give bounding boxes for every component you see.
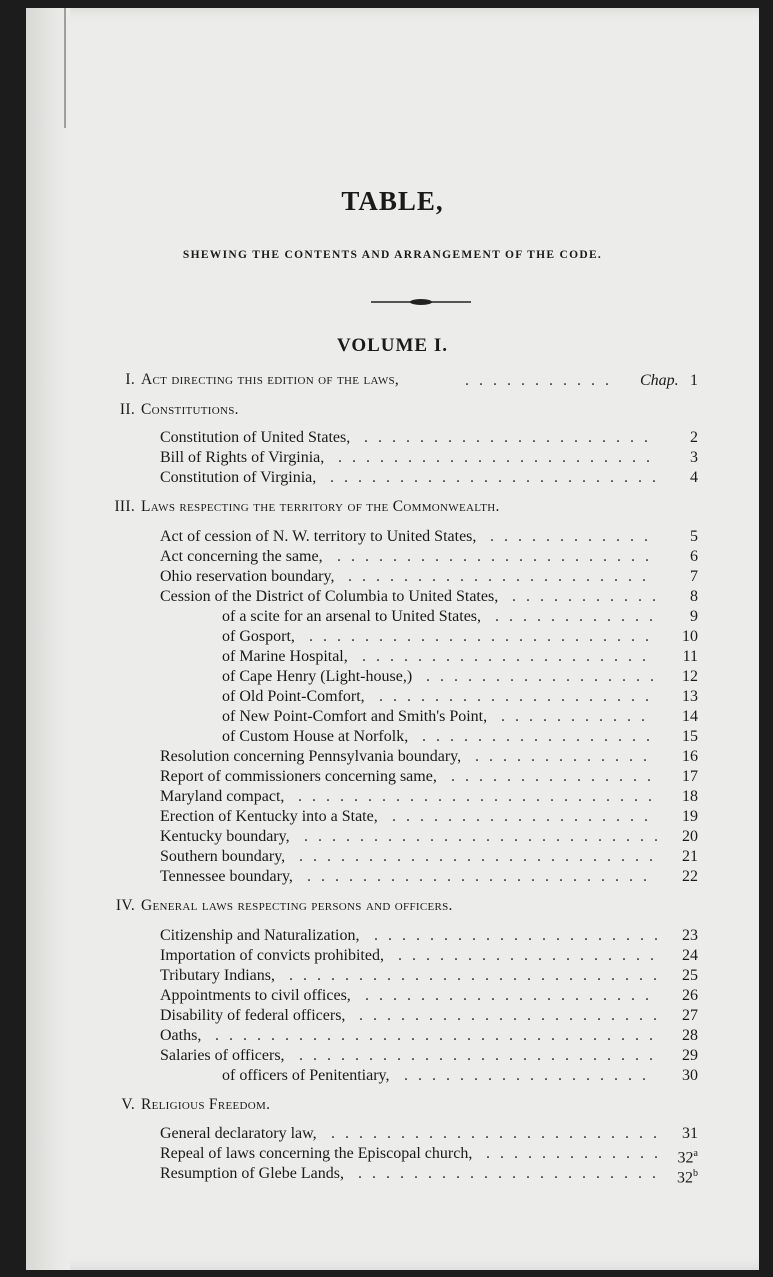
entry-title: Repeal of laws concerning the Episcopal church, — [160, 1145, 473, 1162]
leader-dots: ........... — [501, 708, 655, 725]
leader-dots: ..................... — [365, 987, 659, 1004]
page-number-value: 31 — [682, 1125, 698, 1142]
leader-dots: ................. — [422, 728, 660, 745]
page-number-value: 23 — [682, 927, 698, 944]
page-title: TABLE, — [341, 186, 444, 216]
entry-title: Act concerning the same, — [160, 548, 323, 565]
entry-title: Importation of convicts prohibited, — [160, 947, 384, 964]
leader-dots: ............. — [486, 1145, 668, 1162]
section-number: III. — [114, 498, 135, 515]
leader-dots: .................. — [404, 1067, 656, 1084]
entry-title: Report of commissioners concerning same, — [160, 768, 437, 785]
section-title: Religious Freedom. — [141, 1096, 271, 1113]
leader-dots: ......................... — [307, 868, 657, 885]
page-number-value: 3 — [690, 449, 698, 466]
contents-list — [26, 8, 759, 1270]
leader-dots: ....................... — [338, 449, 660, 466]
page-number-value: 14 — [682, 708, 698, 725]
entry-title: Citizenship and Naturalization, — [160, 927, 360, 944]
section-heading — [95, 897, 453, 915]
leader-dots: ....................... — [337, 548, 659, 565]
entry-title: of officers of Penitentiary, — [222, 1067, 390, 1084]
leader-dots: ........................ — [331, 1125, 667, 1142]
entry-title: Constitution of United States, — [160, 429, 351, 446]
section-heading — [95, 401, 239, 419]
entry-title: of Cape Henry (Light-house,) — [222, 668, 413, 685]
leader-dots: ..................... — [374, 927, 668, 944]
page-number-value: 11 — [682, 648, 698, 665]
section-number: I. — [125, 371, 135, 388]
page-number-value: 29 — [682, 1047, 698, 1064]
entry-title: Act of cession of N. W. territory to United States, — [160, 528, 477, 545]
section-title: Act directing this edition of the laws, — [141, 371, 400, 388]
entry-title: of Old Point-Comfort, — [222, 688, 365, 705]
page-number-value: 24 — [682, 947, 698, 964]
leader-dots: .......................... — [298, 788, 662, 805]
leader-dots: ............ — [490, 528, 658, 545]
entry-title: Southern boundary, — [160, 848, 286, 865]
entry-title: Appointments to civil offices, — [160, 987, 351, 1004]
section-heading — [95, 498, 500, 516]
entry-title: Cession of the District of Columbia to United States, — [160, 588, 499, 605]
entry-title: Oaths, — [160, 1027, 202, 1044]
leader-dots: .................... — [379, 688, 659, 705]
section-number: V. — [121, 1096, 135, 1113]
page-number-value: 9 — [690, 608, 698, 625]
page-number-value: 2 — [690, 429, 698, 446]
section-number: IV. — [115, 897, 135, 914]
leader-dots: ........... — [512, 588, 666, 605]
leader-dots: ...................... — [348, 568, 656, 585]
leader-dots: .......................... — [304, 828, 668, 845]
leader-dots: .......................... — [299, 848, 663, 865]
entry-title: Kentucky boundary, — [160, 828, 290, 845]
entry-title: Constitution of Virginia, — [160, 469, 317, 486]
entry-title: Erection of Kentucky into a State, — [160, 808, 378, 825]
leader-dots: ................................ — [215, 1027, 663, 1044]
entry-title: Salaries of officers, — [160, 1047, 285, 1064]
entry-title: of a scite for an arsenal to United States, — [222, 608, 482, 625]
page-number-value: 18 — [682, 788, 698, 805]
page-number-value: 25 — [682, 967, 698, 984]
leader-dots: ........... — [465, 372, 619, 389]
entry-title: Disability of federal officers, — [160, 1007, 346, 1024]
page-number-value: 8 — [690, 588, 698, 605]
entry-title: Maryland compact, — [160, 788, 285, 805]
entry-title: Bill of Rights of Virginia, — [160, 449, 325, 466]
entry-title: Ohio reservation boundary, — [160, 568, 335, 585]
leader-dots: ................. — [426, 668, 664, 685]
page-number-suffix: a — [693, 1148, 698, 1159]
leader-dots: .......................... — [299, 1047, 663, 1064]
entry-title: Tributary Indians, — [160, 967, 275, 984]
page-number-value: 27 — [682, 1007, 698, 1024]
section-title: Constitutions. — [141, 401, 239, 418]
leader-dots: ..................... — [362, 648, 656, 665]
leader-dots: ................... — [392, 808, 658, 825]
page-number-value: 6 — [690, 548, 698, 565]
page-number-value: 19 — [682, 808, 698, 825]
page-number-value: 16 — [682, 748, 698, 765]
section-title: Laws respecting the territory of the Commonwealth. — [141, 498, 500, 515]
page-number-value: 28 — [682, 1027, 698, 1044]
leader-dots: ............. — [475, 748, 657, 765]
leader-dots: ................... — [398, 947, 664, 964]
page-number-value: 32 — [677, 1149, 694, 1167]
page-number: 1 — [690, 372, 698, 389]
page-number-value: 4 — [690, 469, 698, 486]
page-subtitle: SHEWING THE CONTENTS AND ARRANGEMENT OF THE CODE. — [182, 249, 603, 261]
volume-heading: VOLUME I. — [336, 335, 448, 356]
page-number-value: 7 — [690, 568, 698, 585]
entry-title: Resolution concerning Pennsylvania boundary, — [160, 748, 462, 765]
leader-dots: ............ — [495, 608, 663, 625]
section-heading — [95, 371, 399, 389]
leader-dots: ........................... — [289, 967, 667, 984]
page-number-value: 17 — [682, 768, 698, 785]
page-number-value: 26 — [682, 987, 698, 1004]
page-number-value: 13 — [682, 688, 698, 705]
page-number-value: 21 — [682, 848, 698, 865]
entry-title: of New Point-Comfort and Smith's Point, — [222, 708, 488, 725]
leader-dots: ......................... — [309, 628, 659, 645]
page-number-value: 22 — [682, 868, 698, 885]
entry-title: General declaratory law, — [160, 1125, 317, 1142]
leader-dots: ...................... — [358, 1165, 666, 1182]
entry-title: of Marine Hospital, — [222, 648, 348, 665]
section-heading — [95, 1096, 270, 1114]
page-number-value: 32 — [677, 1169, 693, 1187]
leader-dots: ..................... — [364, 429, 658, 446]
section-title: General laws respecting persons and officers. — [141, 897, 453, 914]
page-number-value: 15 — [682, 728, 698, 745]
book-page — [26, 8, 759, 1270]
page-number-value: 30 — [682, 1067, 698, 1084]
entry-title: of Custom House at Norfolk, — [222, 728, 409, 745]
page-number-value: 5 — [690, 528, 698, 545]
page-number-value: 20 — [682, 828, 698, 845]
page-number-value: 12 — [682, 668, 698, 685]
page-number-value: 10 — [682, 628, 698, 645]
leader-dots: ...................... — [359, 1007, 667, 1024]
section-number: II. — [119, 401, 135, 418]
leader-dots: ............... — [451, 768, 661, 785]
entry-title: of Gosport, — [222, 628, 295, 645]
leader-dots: ........................ — [330, 469, 666, 486]
page-number-suffix: b — [693, 1168, 698, 1179]
entry-title: Resumption of Glebe Lands, — [160, 1165, 344, 1182]
chapter-label: Chap. — [640, 372, 679, 389]
entry-title: Tennessee boundary, — [160, 868, 293, 885]
